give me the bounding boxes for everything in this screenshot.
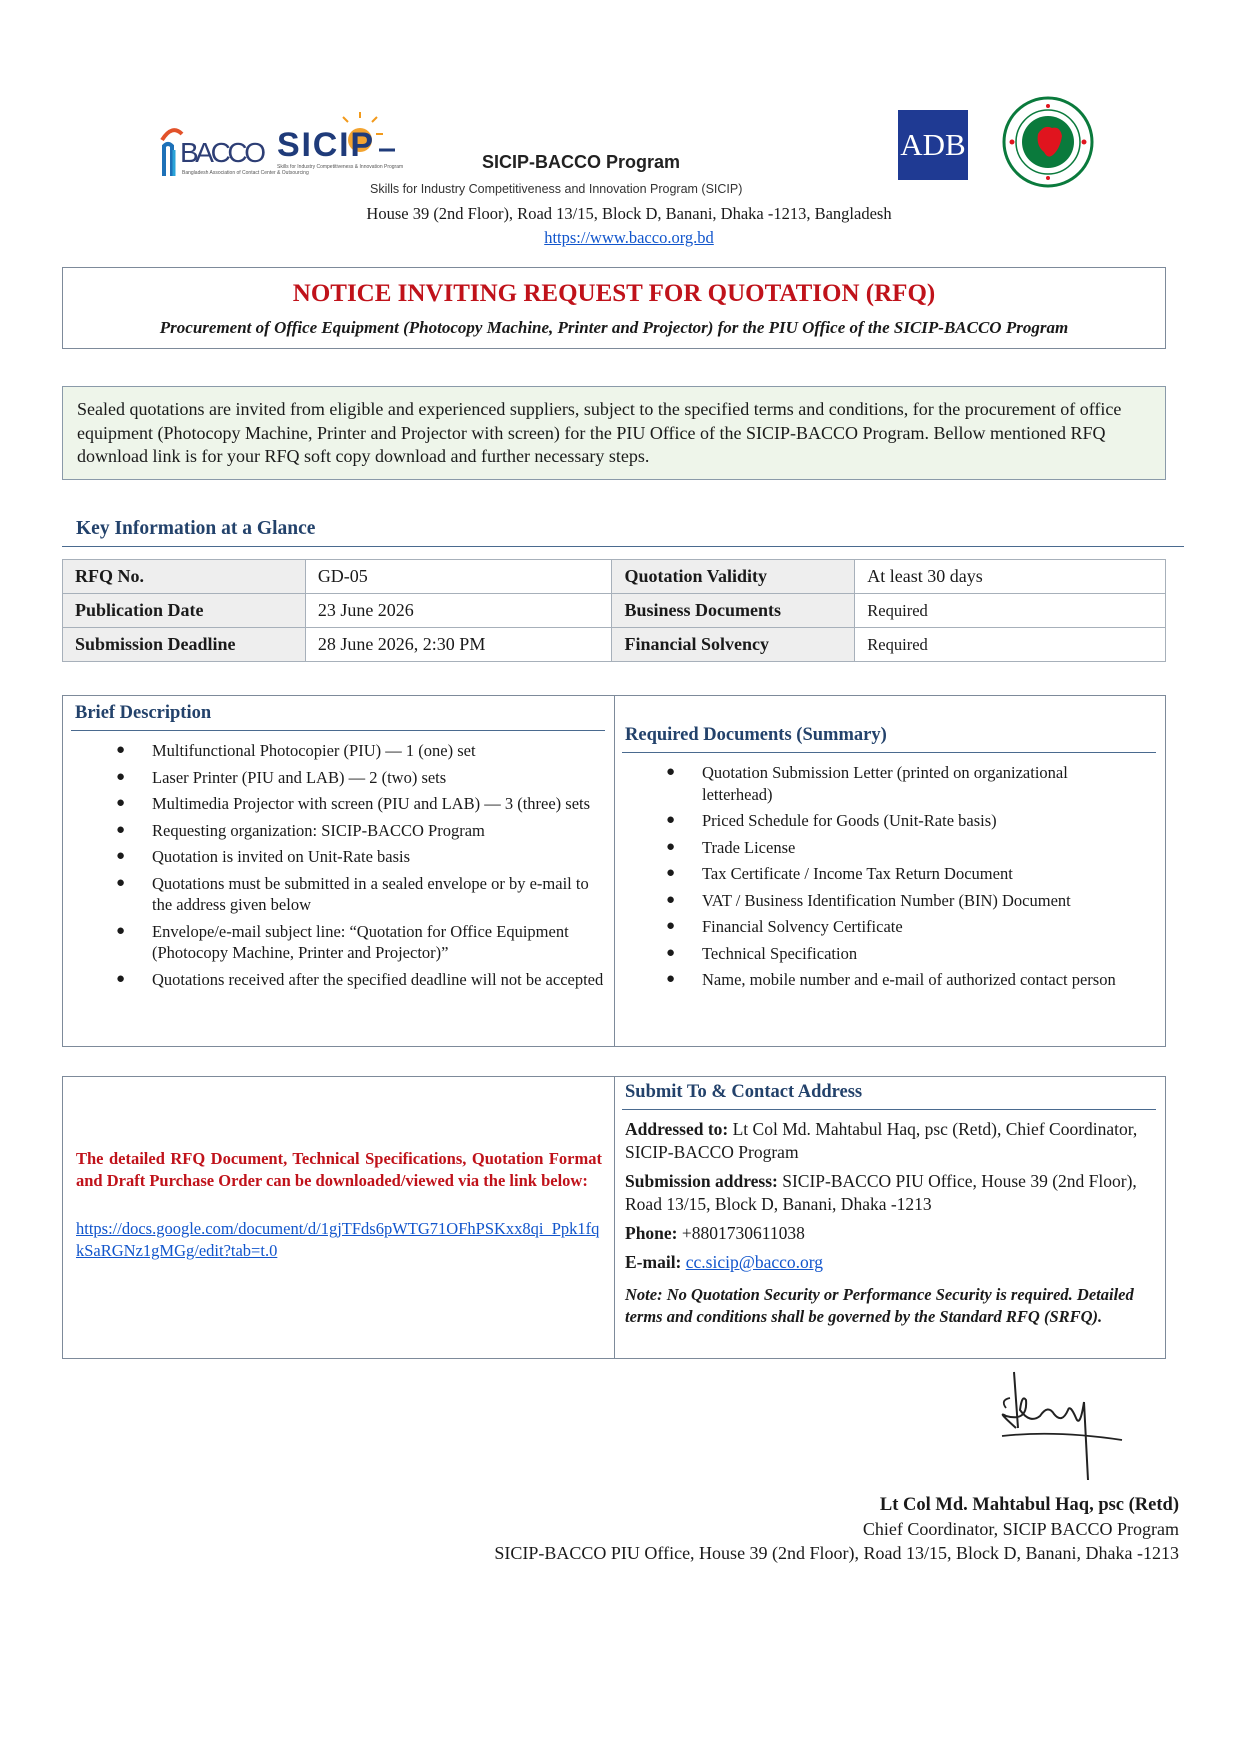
table-value: 23 June 2026 — [305, 594, 612, 628]
list-item: ● Multimedia Projector with screen (PIU and LAB) — 3 (three) sets — [116, 794, 591, 813]
brief-required-divider — [614, 695, 615, 1047]
security-note: Note: No Quotation Security or Performance Security is required. Detailed terms and conditions shall be governed by the Standard RFQ (SRFQ). — [625, 1285, 1134, 1326]
bullet-icon: ● — [116, 922, 126, 939]
download-contact-divider — [614, 1076, 615, 1359]
addressed-to-label: Addressed to: — [625, 1119, 729, 1139]
brief-list — [72, 740, 604, 995]
signature — [966, 1370, 1126, 1500]
email — [625, 1251, 1155, 1274]
key-info-rule — [62, 546, 1184, 547]
list-item: ● Requesting organization: SICIP-BACCO Program — [116, 820, 485, 840]
phone — [625, 1222, 1155, 1245]
table-value: At least 30 days — [855, 560, 1166, 594]
addressed-to — [625, 1118, 1155, 1164]
header-website-wrap — [0, 228, 1258, 248]
required-docs-list — [622, 762, 1142, 996]
list-item: ● Envelope/e-mail subject line: “Quotation for Office Equipment (Photocopy Machine, Printer and Projector)” — [116, 921, 569, 962]
submission-address-label: Submission address: — [625, 1171, 778, 1191]
submission-address — [625, 1170, 1155, 1216]
svg-text:BACCO: BACCO — [180, 137, 266, 168]
table-label: RFQ No. — [63, 560, 306, 594]
list-item: ● Quotation is invited on Unit-Rate basis — [116, 847, 411, 866]
bullet-icon: ● — [116, 848, 126, 864]
bullet-icon: ● — [116, 742, 126, 758]
list-item: ● Name, mobile number and e-mail of authorized contact person — [666, 970, 1116, 989]
bullet-icon: ● — [666, 865, 676, 881]
table-label: Quotation Validity — [612, 560, 855, 594]
signatory-office: SICIP-BACCO PIU Office, House 39 (2nd Floor), Road 13/15, Block D, Banani, Dhaka -1213 — [494, 1543, 1179, 1563]
contact-heading: Submit To & Contact Address — [625, 1082, 863, 1102]
signatory-title: Chief Coordinator, SICIP BACCO Program — [862, 1519, 1179, 1539]
list-item: ● Quotation Submission Letter (printed on organizational letterhead) — [666, 763, 1068, 804]
bullet-icon: ● — [116, 874, 126, 891]
list-item: ● Technical Specification — [666, 943, 858, 963]
table-label: Business Documents — [612, 594, 855, 628]
bullet-icon: ● — [116, 970, 126, 987]
table-value: 28 June 2026, 2:30 PM — [305, 628, 612, 662]
addressed-to-value: Lt Col Md. Mahtabul Haq, psc (Retd), Chief Coordinator, SICIP-BACCO Program — [625, 1119, 1138, 1162]
email-label: E-mail: — [625, 1252, 682, 1272]
required-docs-heading: Required Documents (Summary) — [625, 725, 887, 745]
bullet-icon: ● — [666, 944, 676, 961]
bullet-icon: ● — [666, 812, 676, 828]
svg-text:Bangladesh Association of Cont: Bangladesh Association of Contact Center & Outsourcing — [182, 170, 309, 176]
program-subtitle: Skills for Industry Competitiveness and Innovation Program (SICIP) — [370, 182, 743, 196]
table-row — [63, 560, 1166, 594]
contact-rule — [622, 1109, 1156, 1110]
table-row — [63, 628, 1166, 662]
brief-rule — [71, 730, 605, 731]
list-item: ● Quotations must be submitted in a sealed envelope or by e-mail to the address given below — [116, 873, 589, 914]
header-address: House 39 (2nd Floor), Road 13/15, Block D, Banani, Dhaka -1213, Bangladesh — [366, 204, 892, 223]
bullet-icon: ● — [666, 891, 676, 908]
government-seal-logo — [1002, 96, 1094, 188]
list-item: ● Trade License — [666, 837, 796, 857]
bullet-icon: ● — [116, 768, 126, 785]
brief-heading: Brief Description — [75, 703, 212, 723]
svg-text:SICIP: SICIP — [277, 126, 373, 164]
list-item: ● Quotations received after the specified deadline will not be accepted — [116, 969, 604, 989]
sicip-logo — [275, 112, 404, 182]
bullet-icon: ● — [666, 971, 676, 987]
signatory-name: Lt Col Md. Mahtabul Haq, psc (Retd) — [879, 1495, 1179, 1515]
svg-text:Skills for Industry Competitiv: Skills for Industry Competitiveness & Innovation Program — [277, 164, 404, 170]
list-item: ● Laser Printer (PIU and LAB) — 2 (two) sets — [116, 767, 447, 787]
bullet-icon: ● — [666, 764, 676, 780]
bullet-icon: ● — [666, 918, 676, 934]
adb-logo: ADB — [898, 110, 968, 180]
table-value: Required — [855, 594, 1166, 628]
notice-title-box — [62, 267, 1166, 349]
list-item: ● Tax Certificate / Income Tax Return Document — [666, 864, 1013, 883]
table-label: Publication Date — [63, 594, 306, 628]
intro-paragraph: Sealed quotations are invited from eligible and experienced suppliers, subject to the specified terms and conditions, for the procurement of office equipment (Photocopy Machine, Printer and Projector with screen) for the PIU Office of the SICIP-BACCO Program. Bellow mentioned RFQ download link is for your RFQ soft copy download and further necessary steps. — [62, 386, 1166, 480]
table-value: GD-05 — [305, 560, 612, 594]
key-info-table — [62, 559, 1166, 662]
key-info-heading: Key Information at a Glance — [76, 518, 316, 539]
bullet-icon: ● — [116, 821, 126, 838]
list-item: ● VAT / Business Identification Number (BIN) Document — [666, 890, 1071, 910]
phone-label: Phone: — [625, 1223, 678, 1243]
list-item: ● Financial Solvency Certificate — [666, 917, 903, 936]
table-row — [63, 594, 1166, 628]
bullet-icon: ● — [666, 838, 676, 855]
phone-value: +8801730611038 — [681, 1223, 805, 1243]
list-item: ● Multifunctional Photocopier (PIU) — 1 (one) set — [116, 741, 476, 760]
rfq-download-link[interactable]: https://docs.google.com/document/d/1gjTFds6pWTG71OFhPSKxx8qi_Ppk1fqkSaRGNz1gMGg/edit?tab=t.0 — [76, 1219, 600, 1260]
program-title: SICIP-BACCO Program — [482, 152, 681, 172]
required-docs-rule — [622, 752, 1156, 753]
download-instructions: The detailed RFQ Document, Technical Specifications, Quotation Format and Draft Purchase Order can be downloaded/viewed via the link below: — [76, 1149, 602, 1190]
table-value: Required — [855, 628, 1166, 662]
notice-title: NOTICE INVITING REQUEST FOR QUOTATION (RFQ) — [292, 280, 936, 307]
submission-address-value: SICIP-BACCO PIU Office, House 39 (2nd Floor), Road 13/15, Block D, Banani, Dhaka -1213 — [625, 1171, 1137, 1214]
bacco-logo — [158, 120, 309, 182]
notice-subtitle: Procurement of Office Equipment (Photocopy Machine, Printer and Projector) for the PIU Office of the SICIP-BACCO Program — [159, 318, 1069, 337]
bullet-icon: ● — [116, 795, 126, 811]
email-link[interactable]: cc.sicip@bacco.org — [685, 1252, 824, 1272]
website-link[interactable]: https://www.bacco.org.bd — [544, 228, 714, 247]
list-item: ● Priced Schedule for Goods (Unit-Rate basis) — [666, 811, 997, 830]
table-label: Financial Solvency — [612, 628, 855, 662]
table-label: Submission Deadline — [63, 628, 306, 662]
